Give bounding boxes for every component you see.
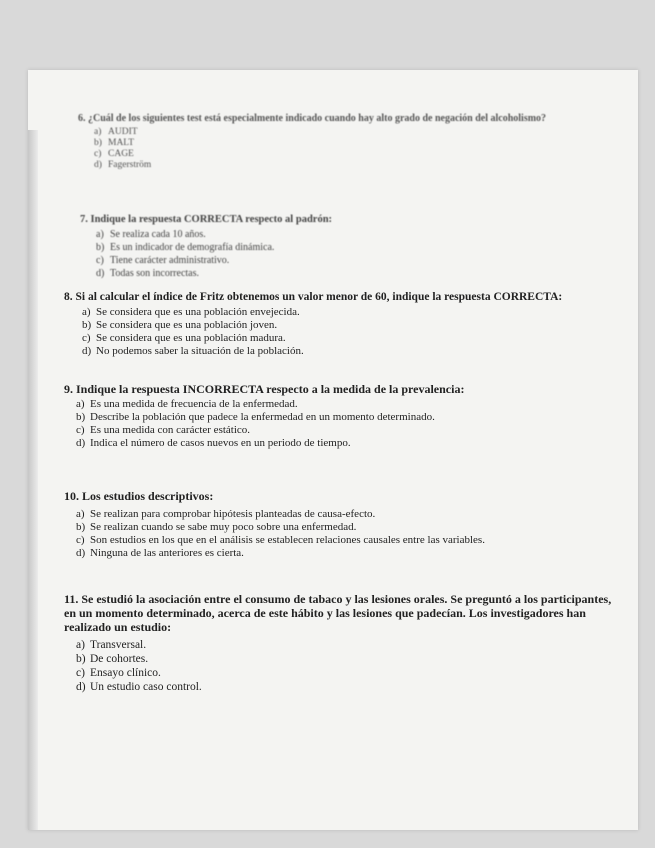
option-list: [76, 638, 624, 694]
option: c) Tiene carácter administrativo.: [96, 255, 230, 266]
option-list: [76, 398, 624, 450]
question-stem: 7. Indique la respuesta CORRECTA respecto al padrón:: [80, 214, 333, 225]
option-list: [82, 306, 619, 358]
question-stem: 10. Los estudios descriptivos:: [64, 489, 214, 503]
option-list: [76, 508, 629, 560]
option: a) Se considera que es una población envejecida.: [82, 306, 300, 318]
option-list: [94, 127, 613, 171]
question-9: [64, 383, 624, 450]
option: d) Ninguna de las anteriores es cierta.: [76, 547, 244, 559]
option: a) Se realizan para comprobar hipótesis planteadas de causa-efecto.: [76, 508, 376, 520]
option: c) Se considera que es una población madura.: [82, 332, 286, 344]
option: d) Un estudio caso control.: [76, 681, 202, 693]
option: b) Se realizan cuando se sabe muy poco sobre una enfermedad.: [76, 521, 357, 533]
option: c) Son estudios en los que en el análisis se establecen relaciones causales entre las variables.: [76, 534, 485, 546]
option: b) Es un indicador de demografía dinámica.: [96, 242, 275, 253]
option: b) Describe la población que padece la enfermedad en un momento determinado.: [76, 411, 435, 423]
option: a) Transversal.: [76, 639, 147, 651]
option: a) Se realiza cada 10 años.: [96, 229, 206, 240]
option: b) Se considera que es una población joven.: [82, 319, 278, 331]
option: b) MALT: [94, 138, 135, 148]
option: a) AUDIT: [94, 127, 138, 137]
question-stem: 6. ¿Cuál de los siguientes test está especialmente indicado cuando hay alto grado de negación del alcoholismo?: [78, 113, 547, 124]
option: c) CAGE: [94, 149, 134, 159]
option: d) Todas son incorrectas.: [96, 268, 199, 279]
option-list: [96, 228, 615, 280]
option: a) Es una medida de frecuencia de la enfermedad.: [76, 398, 298, 410]
question-10: [64, 490, 629, 560]
option: b) De cohortes.: [76, 653, 149, 665]
option: d) No podemos saber la situación de la población.: [82, 345, 304, 357]
question-11: [64, 592, 624, 694]
question-stem: 9. Indique la respuesta INCORRECTA respecto a la medida de la prevalencia:: [64, 382, 465, 396]
option: d) Indica el número de casos nuevos en un periodo de tiempo.: [76, 437, 351, 449]
scanned-page: [28, 70, 638, 830]
option: c) Es una medida con carácter estático.: [76, 424, 251, 436]
question-8: [64, 291, 619, 358]
option: c) Ensayo clínico.: [76, 667, 161, 679]
question-7: [80, 213, 615, 280]
question-stem: 8. Si al calcular el índice de Fritz obtenemos un valor menor de 60, indique la respuesta CORRECTA:: [64, 291, 563, 303]
page-shadow-edge: [28, 130, 38, 830]
option: d) Fagerström: [94, 160, 152, 170]
question-6: [78, 112, 613, 171]
question-stem: 11. Se estudió la asociación entre el consumo de tabaco y las lesiones orales. Se preguntó a los participantes, en un momento determinado, acerca de este hábito y las lesiones que padecían. Los investigadores han realizado un estudio:: [64, 592, 612, 634]
